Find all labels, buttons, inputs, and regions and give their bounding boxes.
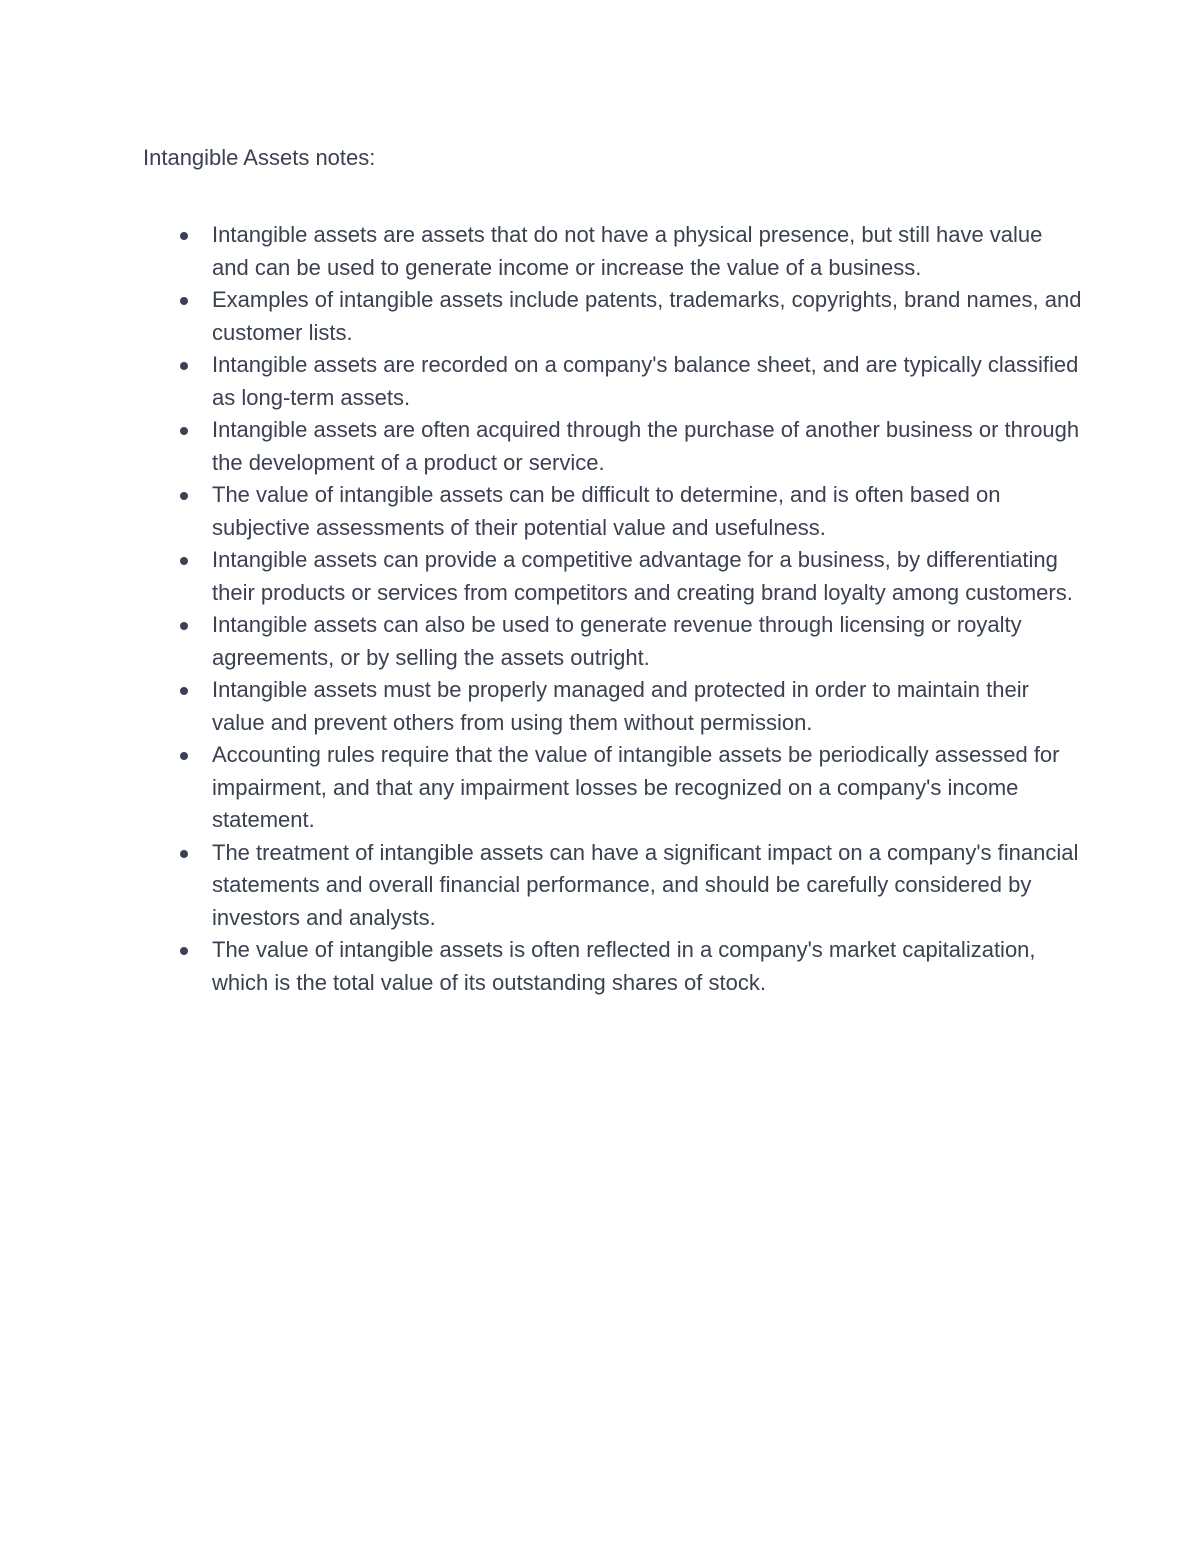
bullet-icon <box>180 752 188 760</box>
document-title: Intangible Assets notes: <box>143 145 376 170</box>
list-item <box>212 739 1082 837</box>
list-item <box>212 479 1082 544</box>
list-item-text: Intangible assets can provide a competitive advantage for a business, by differentiating their products or services from competitors and creating brand loyalty among customers. <box>212 547 1073 605</box>
list-item-text: Examples of intangible assets include patents, trademarks, copyrights, brand names, and customer lists. <box>212 287 1082 345</box>
list-item <box>212 414 1082 479</box>
list-item <box>212 284 1082 349</box>
bullet-icon <box>180 687 188 695</box>
list-item-text: Accounting rules require that the value of intangible assets be periodically assessed for impairment, and that any impairment losses be recognized on a company's income statement. <box>212 742 1060 832</box>
list-item-text: The value of intangible assets is often reflected in a company's market capitalization, which is the total value of its outstanding shares of stock. <box>212 937 1036 995</box>
list-item-text: The treatment of intangible assets can have a significant impact on a company's financial statements and overall financial performance, and should be carefully considered by investors and analysts. <box>212 839 1079 930</box>
list-item-text: The value of intangible assets can be difficult to determine, and is often based on subjective assessments of their potential value and usefulness. <box>212 482 1001 540</box>
list-item-text: Intangible assets are recorded on a company's balance sheet, and are typically classified as long-term assets. <box>212 352 1079 410</box>
list-item <box>212 609 1082 674</box>
list-item-text: Intangible assets are assets that do not have a physical presence, but still have value and can be used to generate income or increase the value of a business. <box>212 222 1043 280</box>
bullet-icon <box>180 492 188 500</box>
notes-list <box>212 219 1082 999</box>
bullet-icon <box>180 362 188 370</box>
list-item-text: Intangible assets are often acquired through the purchase of another business or through the development of a product or service. <box>212 417 1080 475</box>
bullet-icon <box>180 297 188 305</box>
list-item <box>212 837 1082 935</box>
bullet-icon <box>180 947 188 955</box>
bullet-icon <box>180 622 188 630</box>
list-item <box>212 544 1082 609</box>
list-item-text: Intangible assets can also be used to generate revenue through licensing or royalty agreements, or by selling the assets outright. <box>212 612 1022 670</box>
list-item-text: Intangible assets must be properly managed and protected in order to maintain their value and prevent others from using them without permission. <box>212 677 1029 735</box>
list-item <box>212 219 1082 284</box>
list-item <box>212 934 1082 999</box>
bullet-icon <box>180 557 188 565</box>
bullet-icon <box>180 232 188 240</box>
list-item <box>212 349 1082 414</box>
bullet-icon <box>180 850 188 858</box>
list-item <box>212 674 1082 739</box>
bullet-icon <box>180 427 188 435</box>
